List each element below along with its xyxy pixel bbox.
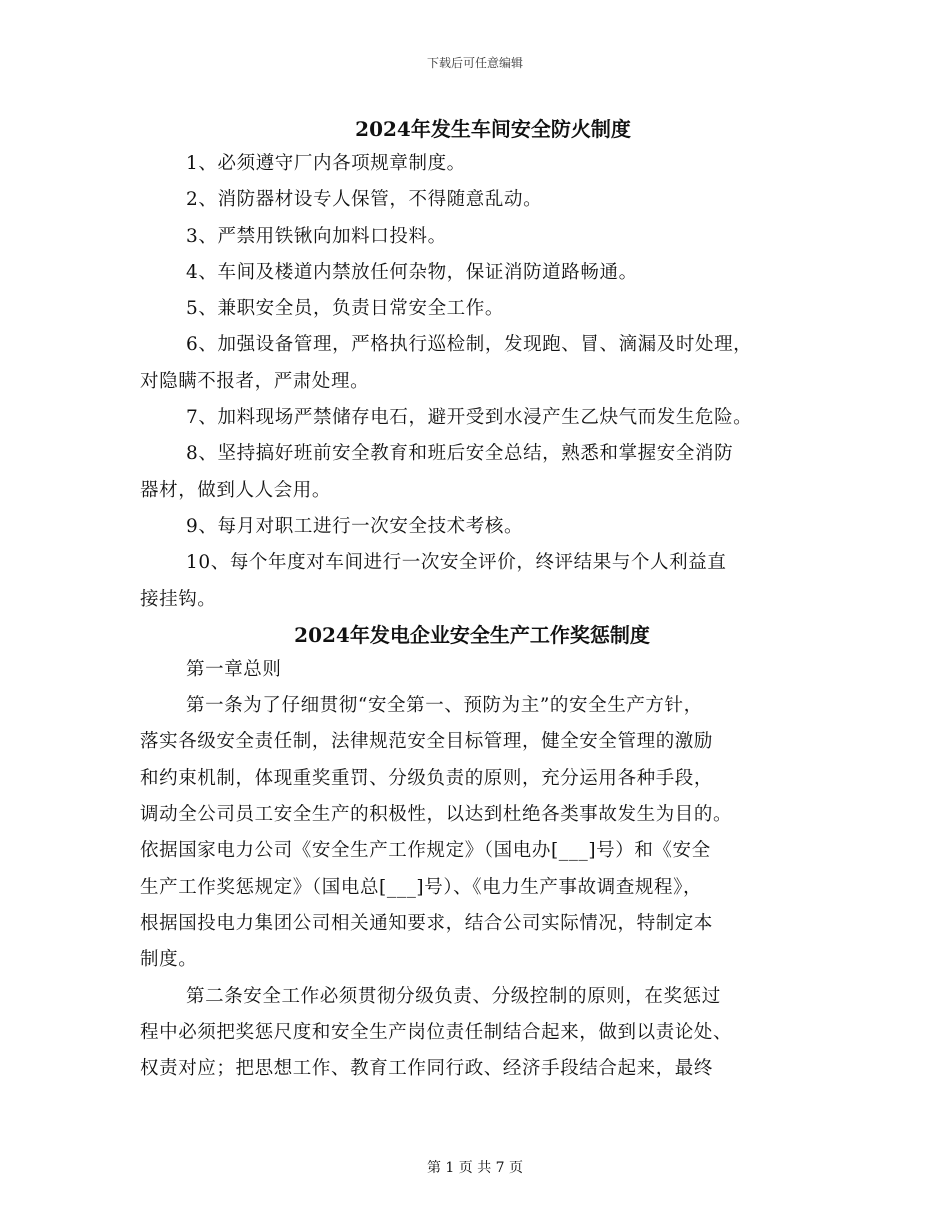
rule-item-line: 10、每个年度对车间进行一次安全评价，终评结果与个人利益直	[186, 552, 727, 574]
rule-item-line: 9、每月对职工进行一次安全技术考核。	[186, 515, 524, 537]
article-paragraph-line: 依据国家电力公司《安全生产工作规定》（国电办[___]号）和《安全	[140, 840, 711, 862]
article-2	[140, 979, 830, 1088]
rule-item-line: 1、必须遵守厂内各项规章制度。	[186, 153, 466, 174]
article-paragraph-line: 第二条安全工作必须贯彻分级负责、分级控制的原则，在奖惩过	[186, 985, 721, 1007]
article-paragraph-line: 第一条为了仔细贯彻“安全第一、预防为主”的安全生产方针，	[186, 695, 703, 717]
article-paragraph-line: 根据国投电力集团公司相关通知要求，结合公司实际情况，特制定本	[140, 912, 714, 934]
rule-item	[140, 291, 830, 327]
rule-item	[140, 219, 830, 255]
article-1	[140, 688, 830, 978]
article-paragraph-line: 调动全公司员工安全生产的积极性，以达到杜绝各类事故发生为目的。	[140, 804, 733, 826]
chapter-heading-text: 第一章总则	[186, 658, 282, 680]
rule-item	[140, 327, 830, 400]
rule-item-line: 4、车间及楼道内禁放任何杂物，保证消防道路畅通。	[186, 261, 638, 283]
rule-item	[140, 255, 830, 291]
rule-item	[140, 545, 830, 618]
rule-item-line: 对隐瞒不报者，严肃处理。	[140, 370, 370, 392]
rule-item-line: 2、消防器材设专人保管，不得随意乱动。	[186, 189, 543, 211]
section2-title: 2024年发电企业安全生产工作奖惩制度	[294, 622, 650, 647]
rule-item-line: 接挂钩。	[140, 588, 217, 610]
rule-item	[140, 509, 830, 545]
rule-item-line: 5、兼职安全员，负责日常安全工作。	[186, 298, 504, 320]
header-note: 下载后可任意编辑	[426, 56, 523, 70]
rule-item-line: 6、加强设备管理，严格执行巡检制，发现跑、冒、滴漏及时处理，	[186, 334, 753, 356]
article-paragraph	[140, 688, 830, 978]
article-paragraph-line: 程中必须把奖惩尺度和安全生产岗位责任制结合起来，做到以责论处、	[140, 1021, 733, 1043]
rule-item	[140, 146, 830, 182]
rule-item-line: 8、坚持搞好班前安全教育和班后安全总结，熟悉和掌握安全消防	[186, 443, 734, 465]
article-paragraph-line: 制度。	[140, 949, 198, 971]
section1-title: 2024年发生车间安全防火制度	[355, 117, 631, 141]
document-body	[140, 112, 830, 1087]
rule-item	[140, 182, 830, 218]
rule-item-line: 7、加料现场严禁储存电石，避开受到水浸产生乙炔气而发生危险。	[186, 407, 753, 429]
rule-item-line: 器材，做到人人会用。	[140, 479, 332, 501]
article-paragraph-line: 生产工作奖惩规定》（国电总[___]号）、《电力生产事故调查规程》，	[140, 876, 703, 898]
article-paragraph-line: 和约束机制，体现重奖重罚、分级负责的原则，充分运用各种手段，	[140, 767, 714, 789]
rule-item	[140, 436, 830, 509]
article-paragraph-line: 落实各级安全责任制，法律规范安全目标管理，健全安全管理的激励	[140, 731, 714, 753]
article-paragraph	[140, 979, 830, 1088]
chapter-heading	[140, 652, 830, 688]
page-footer: 第 1 页 共 7 页	[426, 1160, 524, 1176]
rule-item-line: 3、严禁用铁锹向加料口投料。	[186, 225, 447, 247]
section1-list	[140, 146, 830, 618]
rule-item	[140, 400, 830, 436]
article-paragraph-line: 权责对应；把思想工作、教育工作同行政、经济手段结合起来，最终	[140, 1058, 714, 1080]
